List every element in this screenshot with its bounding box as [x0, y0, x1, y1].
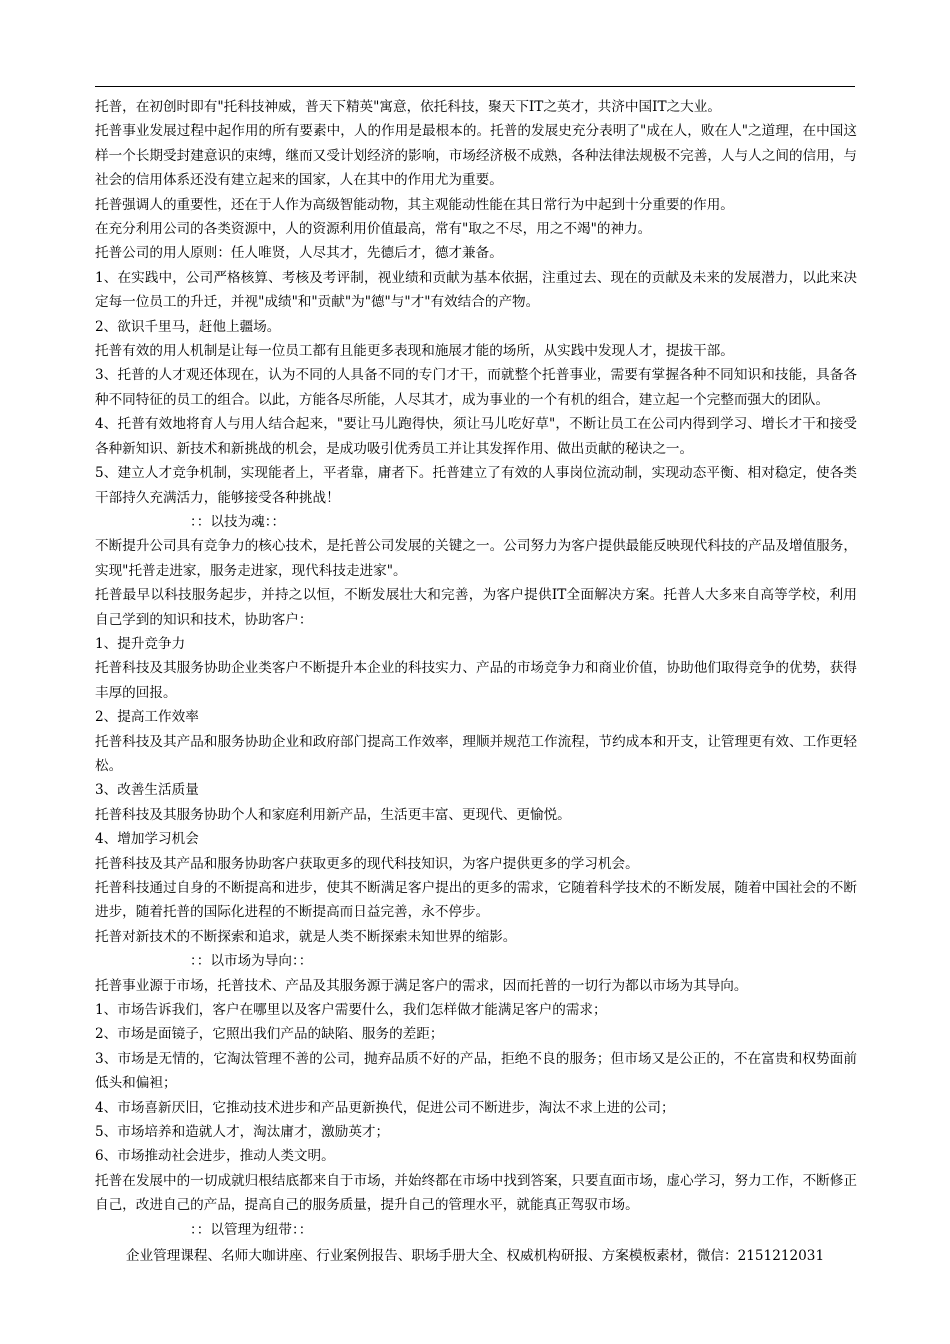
paragraph: 托普科技通过自身的不断提高和进步，使其不断满足客户提出的更多的需求，它随着科学技术的不断发展，随着中国社会的不断进步，随着托普的国际化进程的不断提高而日益完善，永不停步。	[95, 880, 857, 921]
paragraph: 托普，在初创时即有"托科技神威，普天下精英"寓意，依托科技，聚天下IT之英才，共济中国IT之大业。	[95, 99, 721, 115]
section-heading: ：：以技为魂：：	[190, 513, 286, 530]
section-heading: ：：以管理为纽带：：	[190, 1221, 313, 1238]
paragraph: 1、在实践中，公司严格核算、考核及考评制，视业绩和贡献为基本依据，注重过去、现在的贡献及未来的发展潜力，以此来决定每一位员工的升迁，并视"成绩"和"贡献"为"德"与"才"有效结合的产物。	[95, 269, 857, 311]
paragraph: 3、托普的人才观还体现在，认为不同的人具备不同的专门才干，而就整个托普事业，需要有掌握各种不同知识和技能，具备各种不同特征的员工的组合。以此，方能各尽所能，人尽其才，成为事业的一个有机的组合，建立起一个完整而强大的团队。	[95, 367, 857, 408]
paragraph: 2、市场是面镜子，它照出我们产品的缺陷、服务的差距；	[95, 1026, 444, 1043]
paragraph: 5、市场培养和造就人才，淘汰庸才，激励英才；	[95, 1124, 390, 1141]
paragraph: 托普事业发展过程中起作用的所有要素中，人的作用是最根本的。托普的发展史充分表明了"成在人，败在人"之道理，在中国这样一个长期受封建意识的束缚，继而又受计划经济的影响，市场经济极不成熟，各种法律法规极不完善，人与人之间的信用，与社会的信用体系还没有建立起来的国家，人在其中的作用尤为重要。	[95, 123, 857, 189]
page-footer: 企业管理课程、名师大咖讲座、行业案例报告、职场手册大全、权威机构研报、方案模板素材，微信：2151212031	[125, 1248, 825, 1264]
paragraph: 4、增加学习机会	[95, 831, 199, 848]
header-rule	[95, 86, 855, 87]
paragraph: 1、提升竞争力	[95, 635, 186, 652]
paragraph: 4、托普有效地将育人与用人结合起来，"要让马儿跑得快，须让马儿吃好草"，不断让员工在公司内得到学习、增长才干和接受各种新知识、新技术和新挑战的机会，是成功吸引优秀员工并让其发挥作用、做出贡献的秘诀之一。	[95, 416, 857, 457]
paragraph: 托普最早以科技服务起步，并持之以恒，不断发展壮大和完善，为客户提供IT全面解决方案。托普人大多来自高等学校，利用自己学到的知识和技术，协助客户：	[95, 587, 857, 628]
paragraph: 托普科技及其服务协助个人和家庭利用新产品，生活更丰富、更现代、更愉悦。	[95, 806, 571, 823]
paragraph: 3、改善生活质量	[95, 782, 199, 799]
paragraph: 3、市场是无情的，它淘汰管理不善的公司，抛弃品质不好的产品，拒绝不良的服务；但市场又是公正的，不在富贵和权势面前低头和偏袒；	[95, 1050, 857, 1092]
paragraph: 2、提高工作效率	[95, 709, 199, 726]
document-body	[95, 95, 857, 1242]
paragraph: 2、欲识千里马，赶他上疆场。	[95, 318, 281, 335]
paragraph: 不断提升公司具有竞争力的核心技术，是托普公司发展的关键之一。公司努力为客户提供最能反映现代科技的产品及增值服务，实现"托普走进家，服务走进家，现代科技走进家"。	[95, 538, 857, 579]
paragraph: 托普公司的用人原则：任人唯贤，人尽其才，先德后才，德才兼备。	[95, 245, 503, 262]
paragraph: 5、建立人才竞争机制，实现能者上，平者靠，庸者下。托普建立了有效的人事岗位流动制，实现动态平衡、相对稳定，使各类干部持久充满活力，能够接受各种挑战！	[95, 465, 857, 506]
paragraph: 6、市场推动社会进步，推动人类文明。	[95, 1148, 335, 1165]
paragraph: 托普科技及其产品和服务协助企业和政府部门提高工作效率，理顺并规范工作流程，节约成本和开支，让管理更有效、工作更轻松。	[95, 733, 857, 774]
section-heading: ：：以市场为导向：：	[190, 953, 313, 970]
paragraph: 1、市场告诉我们，客户在哪里以及客户需要什么，我们怎样做才能满足客户的需求；	[95, 1002, 607, 1019]
paragraph: 托普在发展中的一切成就归根结底都来自于市场，并始终都在市场中找到答案，只要直面市场，虚心学习，努力工作，不断修正自己，改进自己的产品，提高自己的服务质量，提升自己的管理水平，就能真正驾驭市场。	[95, 1172, 857, 1214]
paragraph: 托普事业源于市场，托普技术、产品及其服务源于满足客户的需求，因而托普的一切行为都以市场为其导向。	[95, 977, 748, 994]
paragraph: 托普有效的用人机制是让每一位员工都有且能更多表现和施展才能的场所，从实践中发现人才，提拔干部。	[95, 343, 734, 360]
paragraph: 托普科技及其服务协助企业类客户不断提升本企业的科技实力、产品的市场竞争力和商业价值，协助他们取得竞争的优势，获得丰厚的回报。	[95, 660, 857, 701]
paragraph: 4、市场喜新厌旧，它推动技术进步和产品更新换代，促进公司不断进步，淘汰不求上进的公司；	[95, 1099, 675, 1116]
paragraph: 在充分利用公司的各类资源中，人的资源利用价值最高，常有"取之不尽，用之不竭"的神力。	[95, 221, 652, 238]
paragraph: 托普对新技术的不断探索和追求，就是人类不断探索未知世界的缩影。	[95, 928, 517, 945]
paragraph: 托普科技及其产品和服务协助客户获取更多的现代科技知识，为客户提供更多的学习机会。	[95, 855, 639, 872]
paragraph: 托普强调人的重要性，还在于人作为高级智能动物，其主观能动性能在其日常行为中起到十分重要的作用。	[95, 196, 734, 213]
